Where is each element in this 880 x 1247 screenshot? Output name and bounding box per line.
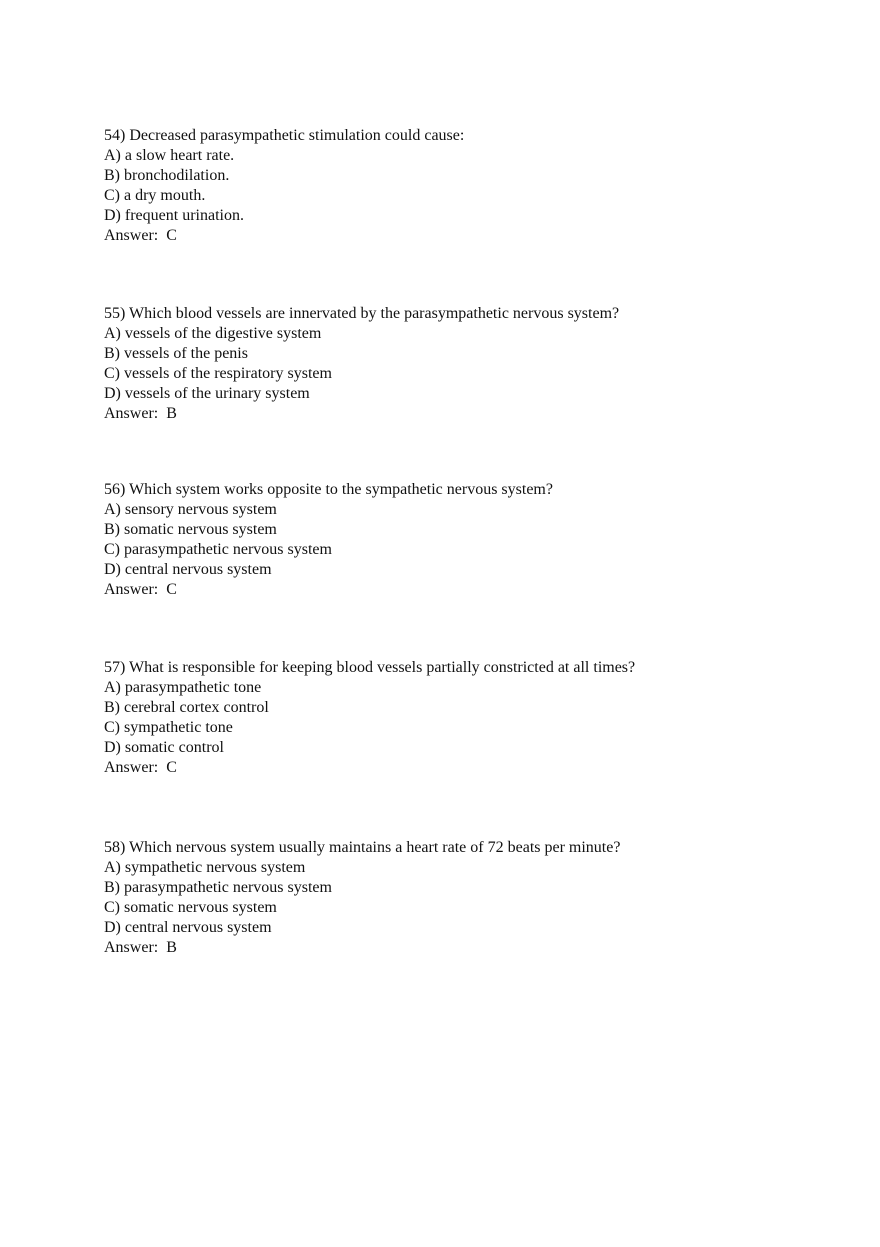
question-54	[104, 126, 824, 246]
answer-line	[104, 226, 824, 246]
question-55	[104, 304, 824, 424]
option-b	[104, 520, 824, 540]
option-c	[104, 718, 824, 738]
answer-label: Answer:	[104, 405, 159, 422]
option-text: central nervous system	[124, 561, 272, 578]
option-text: vessels of the digestive system	[124, 325, 322, 342]
option-d	[104, 738, 824, 758]
answer-line	[104, 580, 824, 600]
option-a	[104, 500, 824, 520]
question-57	[104, 658, 824, 778]
answer-value: C	[166, 759, 177, 776]
option-d	[104, 560, 824, 580]
option-letter: B)	[104, 521, 120, 538]
question-56	[104, 480, 824, 600]
option-c	[104, 540, 824, 560]
option-text: somatic nervous system	[124, 521, 277, 538]
option-text: cerebral cortex control	[124, 699, 269, 716]
option-letter: D)	[104, 739, 121, 756]
answer-line	[104, 404, 824, 424]
option-c	[104, 186, 824, 206]
option-text: frequent urination.	[124, 207, 244, 224]
option-text: bronchodilation.	[124, 167, 230, 184]
option-text: a slow heart rate.	[124, 147, 235, 164]
question-stem	[104, 126, 824, 146]
question-number: 54)	[104, 127, 126, 144]
option-letter: A)	[104, 147, 121, 164]
option-a	[104, 678, 824, 698]
option-d	[104, 206, 824, 226]
answer-value: C	[166, 227, 177, 244]
option-letter: B)	[104, 879, 120, 896]
option-letter: D)	[104, 207, 121, 224]
option-a	[104, 858, 824, 878]
option-text: somatic control	[124, 739, 224, 756]
answer-line	[104, 938, 824, 958]
question-number: 56)	[104, 481, 126, 498]
question-stem	[104, 658, 824, 678]
option-letter: C)	[104, 719, 120, 736]
option-d	[104, 384, 824, 404]
option-text: sympathetic nervous system	[124, 859, 306, 876]
answer-label: Answer:	[104, 581, 159, 598]
option-b	[104, 698, 824, 718]
answer-value: B	[166, 405, 177, 422]
option-text: central nervous system	[124, 919, 272, 936]
question-number: 57)	[104, 659, 126, 676]
option-text: a dry mouth.	[124, 187, 206, 204]
option-letter: B)	[104, 345, 120, 362]
option-letter: A)	[104, 325, 121, 342]
option-text: parasympathetic tone	[124, 679, 262, 696]
option-b	[104, 878, 824, 898]
question-number: 58)	[104, 839, 126, 856]
option-text: sympathetic tone	[124, 719, 233, 736]
option-b	[104, 166, 824, 186]
option-text: parasympathetic nervous system	[124, 541, 332, 558]
option-text: sensory nervous system	[124, 501, 277, 518]
question-number: 55)	[104, 305, 126, 322]
option-letter: B)	[104, 699, 120, 716]
answer-line	[104, 758, 824, 778]
question-stem	[104, 480, 824, 500]
question-text: Which blood vessels are innervated by the parasympathetic nervous system?	[129, 305, 620, 322]
option-c	[104, 364, 824, 384]
option-letter: A)	[104, 501, 121, 518]
answer-value: B	[166, 939, 177, 956]
answer-label: Answer:	[104, 759, 159, 776]
answer-value: C	[166, 581, 177, 598]
question-stem	[104, 304, 824, 324]
question-stem	[104, 838, 824, 858]
question-text: What is responsible for keeping blood vessels partially constricted at all times?	[129, 659, 636, 676]
option-letter: A)	[104, 859, 121, 876]
option-letter: B)	[104, 167, 120, 184]
option-text: vessels of the respiratory system	[124, 365, 332, 382]
option-letter: D)	[104, 385, 121, 402]
question-text: Which system works opposite to the sympathetic nervous system?	[129, 481, 553, 498]
answer-label: Answer:	[104, 227, 159, 244]
option-letter: C)	[104, 541, 120, 558]
option-d	[104, 918, 824, 938]
option-c	[104, 898, 824, 918]
option-a	[104, 146, 824, 166]
option-b	[104, 344, 824, 364]
option-letter: D)	[104, 919, 121, 936]
option-letter: C)	[104, 899, 120, 916]
question-text: Which nervous system usually maintains a heart rate of 72 beats per minute?	[129, 839, 621, 856]
question-text: Decreased parasympathetic stimulation could cause:	[129, 127, 465, 144]
option-letter: C)	[104, 187, 120, 204]
question-58	[104, 838, 824, 958]
option-text: vessels of the urinary system	[124, 385, 310, 402]
option-letter: C)	[104, 365, 120, 382]
option-text: parasympathetic nervous system	[124, 879, 332, 896]
option-text: somatic nervous system	[124, 899, 277, 916]
option-letter: A)	[104, 679, 121, 696]
answer-label: Answer:	[104, 939, 159, 956]
option-a	[104, 324, 824, 344]
option-text: vessels of the penis	[124, 345, 248, 362]
option-letter: D)	[104, 561, 121, 578]
